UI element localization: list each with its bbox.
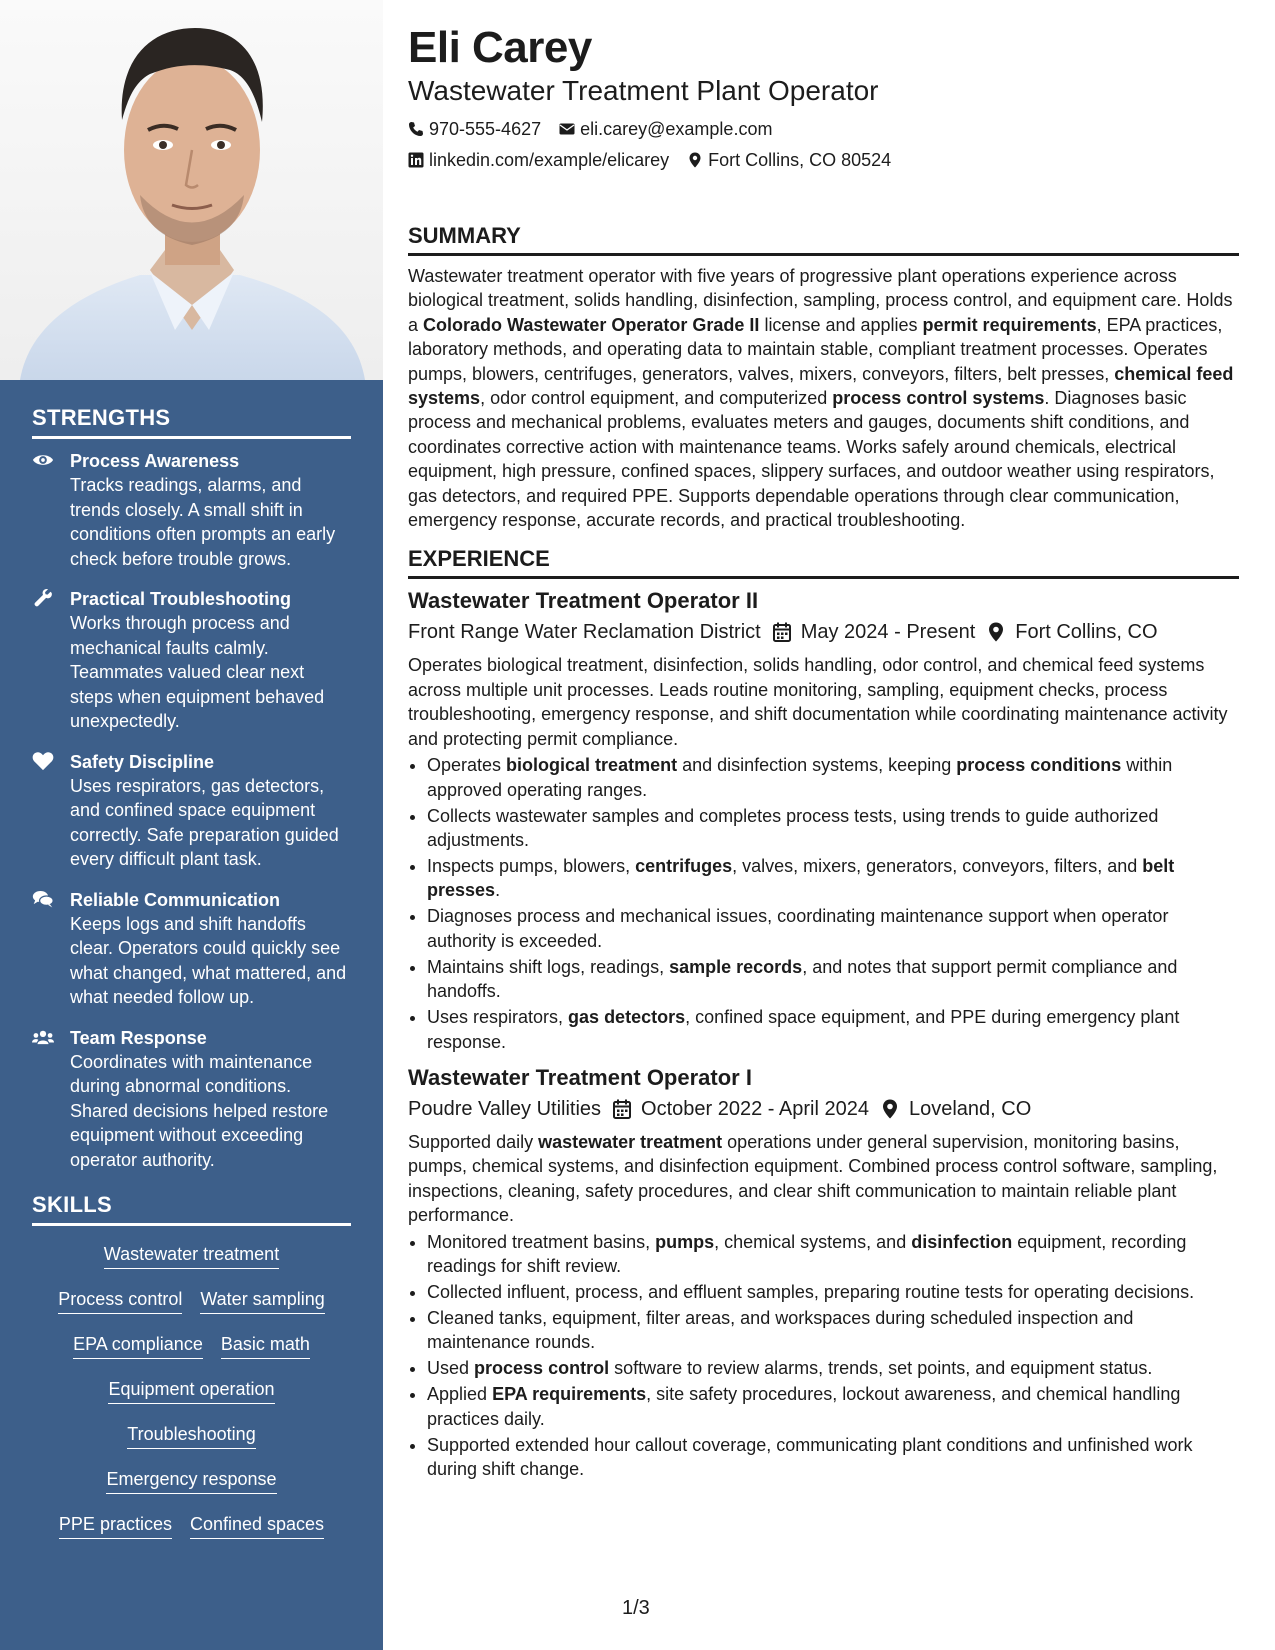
text-run: Diagnoses process and mechanical issues, coordinating maintenance support when operator authority is exceeded. <box>427 906 1169 951</box>
employer-name: Poudre Valley Utilities <box>408 1097 602 1120</box>
text-run: Applied <box>427 1384 493 1405</box>
job-location: Loveland, CO <box>908 1097 1032 1120</box>
text-run: Operates <box>427 755 507 776</box>
page-number: 1/3 <box>622 1597 650 1619</box>
strength-title: Process Awareness <box>70 451 240 471</box>
skill-tag: Wastewater treatment <box>104 1242 279 1269</box>
bullet-item <box>427 1230 1239 1279</box>
text-run: . <box>495 880 501 901</box>
strength-text: Tracks readings, alarms, and trends closely. A small shift in conditions often prompts an early check before trouble grows. <box>70 475 336 569</box>
job-summary <box>408 1130 1239 1228</box>
text-run: Cleaned tanks, equipment, filter areas, and workspaces during scheduled inspection and maintenance rounds. <box>427 1307 1134 1353</box>
bullet-item <box>427 1433 1239 1482</box>
employer-name: Front Range Water Reclamation District <box>408 621 761 644</box>
linkedin-link[interactable]: linkedin.com/example/elicarey <box>429 150 670 170</box>
bold-keyword: gas detectors <box>568 1007 686 1028</box>
sidebar <box>0 0 383 1650</box>
job-title: Wastewater Treatment Operator I <box>408 1064 752 1090</box>
job-location: Fort Collins, CO <box>1015 621 1158 644</box>
skills-list <box>32 1236 351 1557</box>
summary-text <box>408 264 1239 532</box>
summary-heading: SUMMARY <box>408 223 1239 256</box>
users-icon <box>32 1027 54 1047</box>
job-bullets <box>408 753 1239 1054</box>
job-meta <box>408 619 1239 645</box>
text-run: Inspects pumps, blowers, <box>427 855 636 876</box>
text-run: , EPA practices, laboratory methods, and operating data to maintain stable, compliant treatment processes. Operates pumps, blowers, centrifuges, generators, valves, mixers, conveyors, filters, belt presses, <box>408 314 1223 384</box>
strength-item <box>32 449 351 571</box>
strength-text: Keeps logs and shift handoffs clear. Operators could quickly see what changed, what mattered, and what needed follow up. <box>70 913 347 1007</box>
job-dates: May 2024 - Present <box>800 621 976 644</box>
strength-title: Reliable Communication <box>70 889 281 910</box>
strength-text: Works through process and mechanical faults calmly. Teammates valued clear next steps when equipment behaved unexpectedly. <box>70 613 325 731</box>
strengths-heading: STRENGTHS <box>32 405 351 439</box>
phone-icon <box>408 121 424 137</box>
text-run: , and notes that support permit compliance and handoffs. <box>427 956 1178 1002</box>
job-entry <box>408 587 1239 1053</box>
strength-item <box>32 587 351 734</box>
location-text: Fort Collins, CO 80524 <box>708 150 892 170</box>
strength-title: Practical Troubleshooting <box>70 589 292 609</box>
bullet-item <box>427 1356 1239 1380</box>
bullet-item <box>427 1306 1239 1355</box>
text-run: operations under general supervision, monitoring basins, pumps, chemical systems, and disinfection equipment. Combined process control software, sampling, inspections, cleaning, safety procedures, and clear shift communication to maintain reliable plant performance. <box>408 1131 1218 1226</box>
bold-keyword: centrifuges <box>635 855 733 876</box>
skill-tag: PPE practices <box>59 1512 172 1539</box>
contact-row <box>408 118 1239 140</box>
map-marker-icon <box>881 1099 899 1119</box>
candidate-role: Wastewater Treatment Plant Operator <box>408 75 879 106</box>
bullet-item <box>427 1005 1239 1054</box>
job-summary <box>408 653 1239 751</box>
text-run: Uses respirators, <box>427 1007 569 1028</box>
profile-photo <box>0 0 383 380</box>
bullet-item <box>427 854 1239 903</box>
skill-tag: Confined spaces <box>190 1512 324 1539</box>
bold-keyword: process control systems <box>832 388 1045 409</box>
strength-item <box>32 750 351 872</box>
bold-keyword: sample records <box>669 956 803 977</box>
text-run: , valves, mixers, generators, conveyors, filters, and <box>732 855 1143 876</box>
experience-heading: EXPERIENCE <box>408 546 1239 579</box>
heart-icon <box>32 751 54 771</box>
bold-keyword: biological treatment <box>506 755 678 776</box>
envelope-icon <box>559 121 575 137</box>
text-run: Monitored treatment basins, <box>427 1231 656 1252</box>
strength-title: Team Response <box>70 1027 207 1048</box>
text-run: Supported daily <box>408 1131 539 1152</box>
text-run: . Diagnoses basic process and mechanical problems, evaluates meters and gauges, documents shift conditions, and coordinates corrective action with maintenance teams. Works safely around chemicals, electrical equipment, high pressure, confined spaces, slippery surfaces, and outdoor weather using respirators, gas detectors, and required PPE. Supports dependable operations through clear communication, emergency response, accurate records, and practical troubleshooting. <box>408 388 1215 531</box>
text-run: Collects wastewater samples and completes process tests, using trends to guide authorized adjustments. <box>427 805 1159 850</box>
bullet-item <box>427 904 1239 953</box>
bullet-item <box>427 804 1239 853</box>
bold-keyword: chemical feed systems <box>408 363 1234 409</box>
text-run: software to review alarms, trends, set points, and equipment status. <box>609 1358 1153 1379</box>
bold-keyword: wastewater treatment <box>538 1131 723 1152</box>
bullet-item <box>427 1382 1239 1431</box>
main-content <box>408 22 1239 1483</box>
text-run: , site safety procedures, lockout awareness, and chemical handling practices daily. <box>427 1384 1181 1429</box>
candidate-name: Eli Carey <box>408 23 592 72</box>
bold-keyword: pumps <box>655 1231 715 1252</box>
skill-tag: Water sampling <box>200 1287 324 1314</box>
text-run: equipment, recording readings for shift review. <box>427 1231 1187 1276</box>
comments-icon <box>32 889 54 909</box>
strength-item <box>32 888 351 1010</box>
skill-tag: Equipment operation <box>108 1377 274 1404</box>
job-dates: October 2022 - April 2024 <box>641 1097 869 1120</box>
strength-text: Coordinates with maintenance during abnormal conditions. Shared decisions helped restore equipment without exceeding operator authority. <box>70 1051 329 1170</box>
calendar-icon <box>773 622 791 642</box>
bold-keyword: Colorado Wastewater Operator Grade II <box>423 314 760 335</box>
job-title: Wastewater Treatment Operator II <box>408 588 759 614</box>
email-link[interactable]: eli.carey@example.com <box>580 119 773 139</box>
text-run: , confined space equipment, and PPE during emergency plant response. <box>427 1007 1180 1052</box>
skills-heading: SKILLS <box>32 1192 351 1226</box>
text-run: Operates biological treatment, disinfection, solids handling, odor control, and chemical feed systems across multiple unit processes. Leads routine monitoring, sampling, equipment checks, process troubleshooting, emergency response, and shift documentation while coordinating maintenance activity and protecting permit compliance. <box>408 655 1228 749</box>
text-run: Used <box>427 1358 475 1379</box>
text-run: , chemical systems, and <box>714 1231 912 1252</box>
text-run: Supported extended hour callout coverage, communicating plant conditions and unfinished work during shift change. <box>427 1434 1193 1480</box>
contact-row <box>408 149 1239 171</box>
skill-tag: Troubleshooting <box>127 1422 255 1449</box>
bullet-item <box>427 1280 1239 1304</box>
bold-keyword: permit requirements <box>922 314 1097 335</box>
bold-keyword: EPA requirements <box>492 1384 647 1405</box>
wrench-icon <box>32 588 54 608</box>
calendar-icon <box>613 1099 631 1119</box>
linkedin-icon <box>408 152 424 168</box>
skill-tag: Process control <box>58 1287 182 1314</box>
text-run: within approved operating ranges. <box>427 755 1173 800</box>
job-bullets <box>408 1230 1239 1482</box>
text-run: , odor control equipment, and computerized <box>480 388 833 409</box>
map-marker-icon <box>687 152 703 168</box>
map-marker-icon <box>987 622 1005 642</box>
job-meta <box>408 1096 1239 1122</box>
text-run: Collected influent, process, and effluent samples, preparing routine tests for operating decisions. <box>427 1281 1195 1302</box>
strength-text: Uses respirators, gas detectors, and confined space equipment correctly. Safe preparation guided every difficult plant task. <box>70 775 339 869</box>
skill-tag: Basic math <box>221 1332 310 1359</box>
bold-keyword: process control <box>474 1358 610 1379</box>
bold-keyword: process conditions <box>956 755 1122 776</box>
eye-icon <box>32 450 54 470</box>
text-run: Maintains shift logs, readings, <box>427 956 670 977</box>
skill-tag: EPA compliance <box>73 1332 203 1359</box>
strength-item <box>32 1026 351 1173</box>
skill-tag: Emergency response <box>106 1467 276 1494</box>
bullet-item <box>427 753 1239 802</box>
job-entry <box>408 1064 1239 1482</box>
bold-keyword: belt presses <box>427 855 1175 901</box>
text-run: Wastewater treatment operator with five years of progressive plant operations experience across biological treatment, solids handling, disinfection, sampling, process control, and equipment care. Holds a <box>408 266 1233 335</box>
text-run: license and applies <box>759 314 923 335</box>
strength-title: Safety Discipline <box>70 751 215 772</box>
bold-keyword: disinfection <box>911 1231 1013 1252</box>
phone-number[interactable]: 970-555-4627 <box>429 119 542 139</box>
bullet-item <box>427 955 1239 1004</box>
text-run: and disinfection systems, keeping <box>677 755 957 776</box>
